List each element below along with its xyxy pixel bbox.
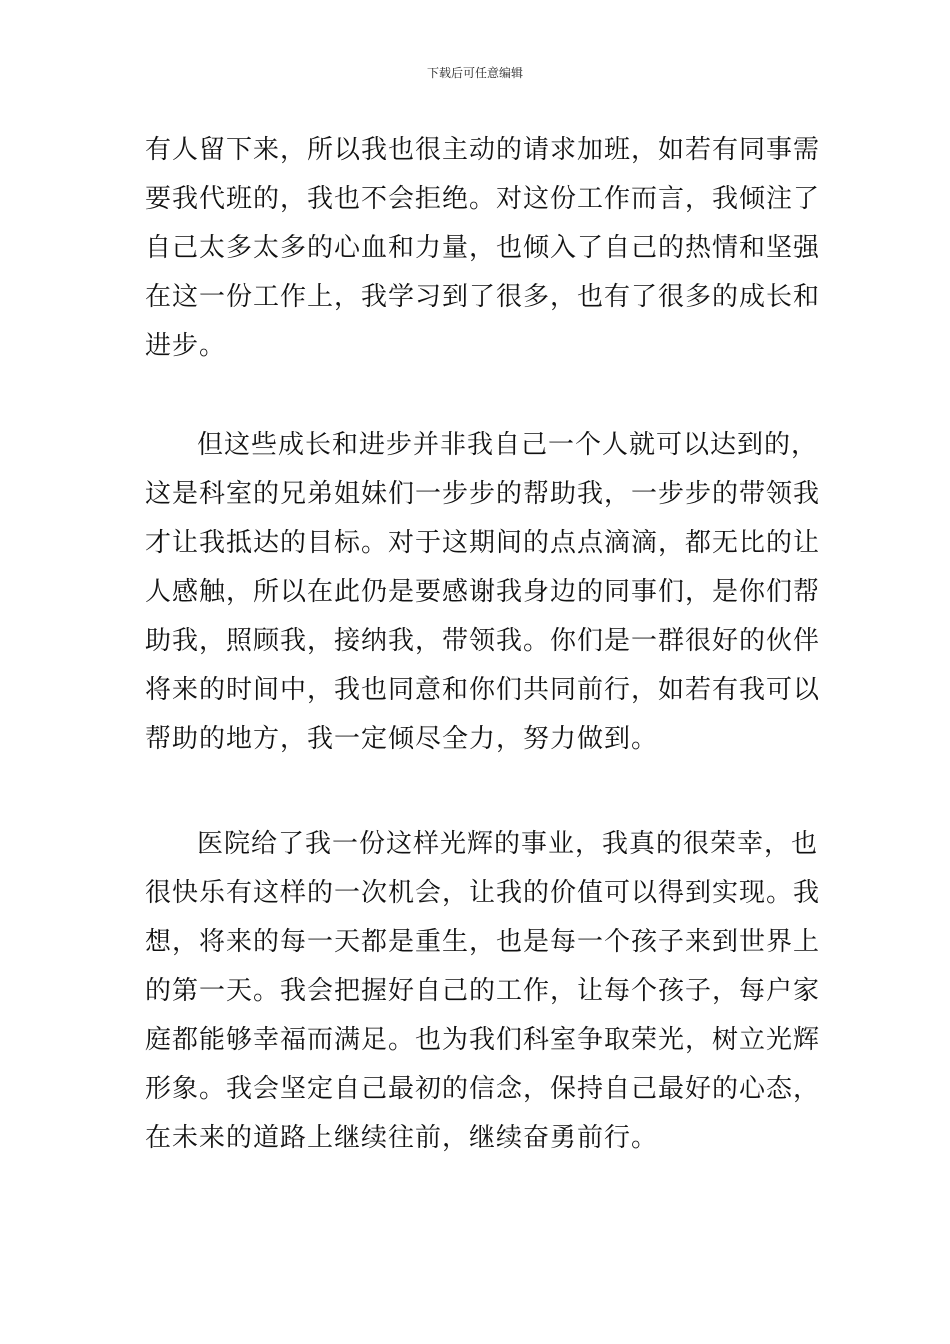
text-line: 这是科室的兄弟姐妹们一步步的帮助我，一步步的带领我 [145, 479, 821, 509]
text-line: 庭都能够幸福而满足。也为我们科室争取荣光，树立光辉 [145, 1025, 821, 1055]
text-line: 将来的时间中，我也同意和你们共同前行，如若有我可以 [145, 675, 821, 705]
text-line-indented: 但这些成长和进步并非我自己一个人就可以达到的， [197, 430, 819, 460]
paragraph-2 [145, 421, 821, 764]
text-line-indented: 医院给了我一份这样光辉的事业，我真的很荣幸，也 [197, 829, 819, 859]
text-line: 进步。 [145, 331, 227, 361]
text-line: 人感触，所以在此仍是要感谢我身边的同事们，是你们帮 [145, 577, 821, 607]
text-line: 在未来的道路上继续往前，继续奋勇前行。 [145, 1123, 659, 1153]
text-line: 在这一份工作上，我学习到了很多，也有了很多的成长和 [145, 282, 821, 312]
text-line: 很快乐有这样的一次机会，让我的价值可以得到实现。我 [145, 878, 821, 908]
text-line: 想，将来的每一天都是重生，也是每一个孩子来到世界上 [145, 927, 821, 957]
page-header: 下载后可任意编辑 [426, 66, 523, 80]
paragraph-3 [145, 820, 821, 1163]
text-line: 自己太多太多的心血和力量，也倾入了自己的热情和坚强 [145, 233, 821, 263]
text-line: 才让我抵达的目标。对于这期间的点点滴滴，都无比的让 [145, 528, 821, 558]
text-line: 形象。我会坚定自己最初的信念，保持自己最好的心态， [145, 1074, 821, 1104]
text-line: 有人留下来，所以我也很主动的请求加班，如若有同事需 [145, 135, 821, 165]
text-line: 助我，照顾我，接纳我，带领我。你们是一群很好的伙伴 [145, 626, 821, 656]
text-line: 要我代班的，我也不会拒绝。对这份工作而言，我倾注了 [145, 184, 821, 214]
text-line: 的第一天。我会把握好自己的工作，让每个孩子，每户家 [145, 976, 821, 1006]
paragraph-1 [145, 126, 821, 371]
text-line: 帮助的地方，我一定倾尽全力，努力做到。 [145, 724, 659, 754]
